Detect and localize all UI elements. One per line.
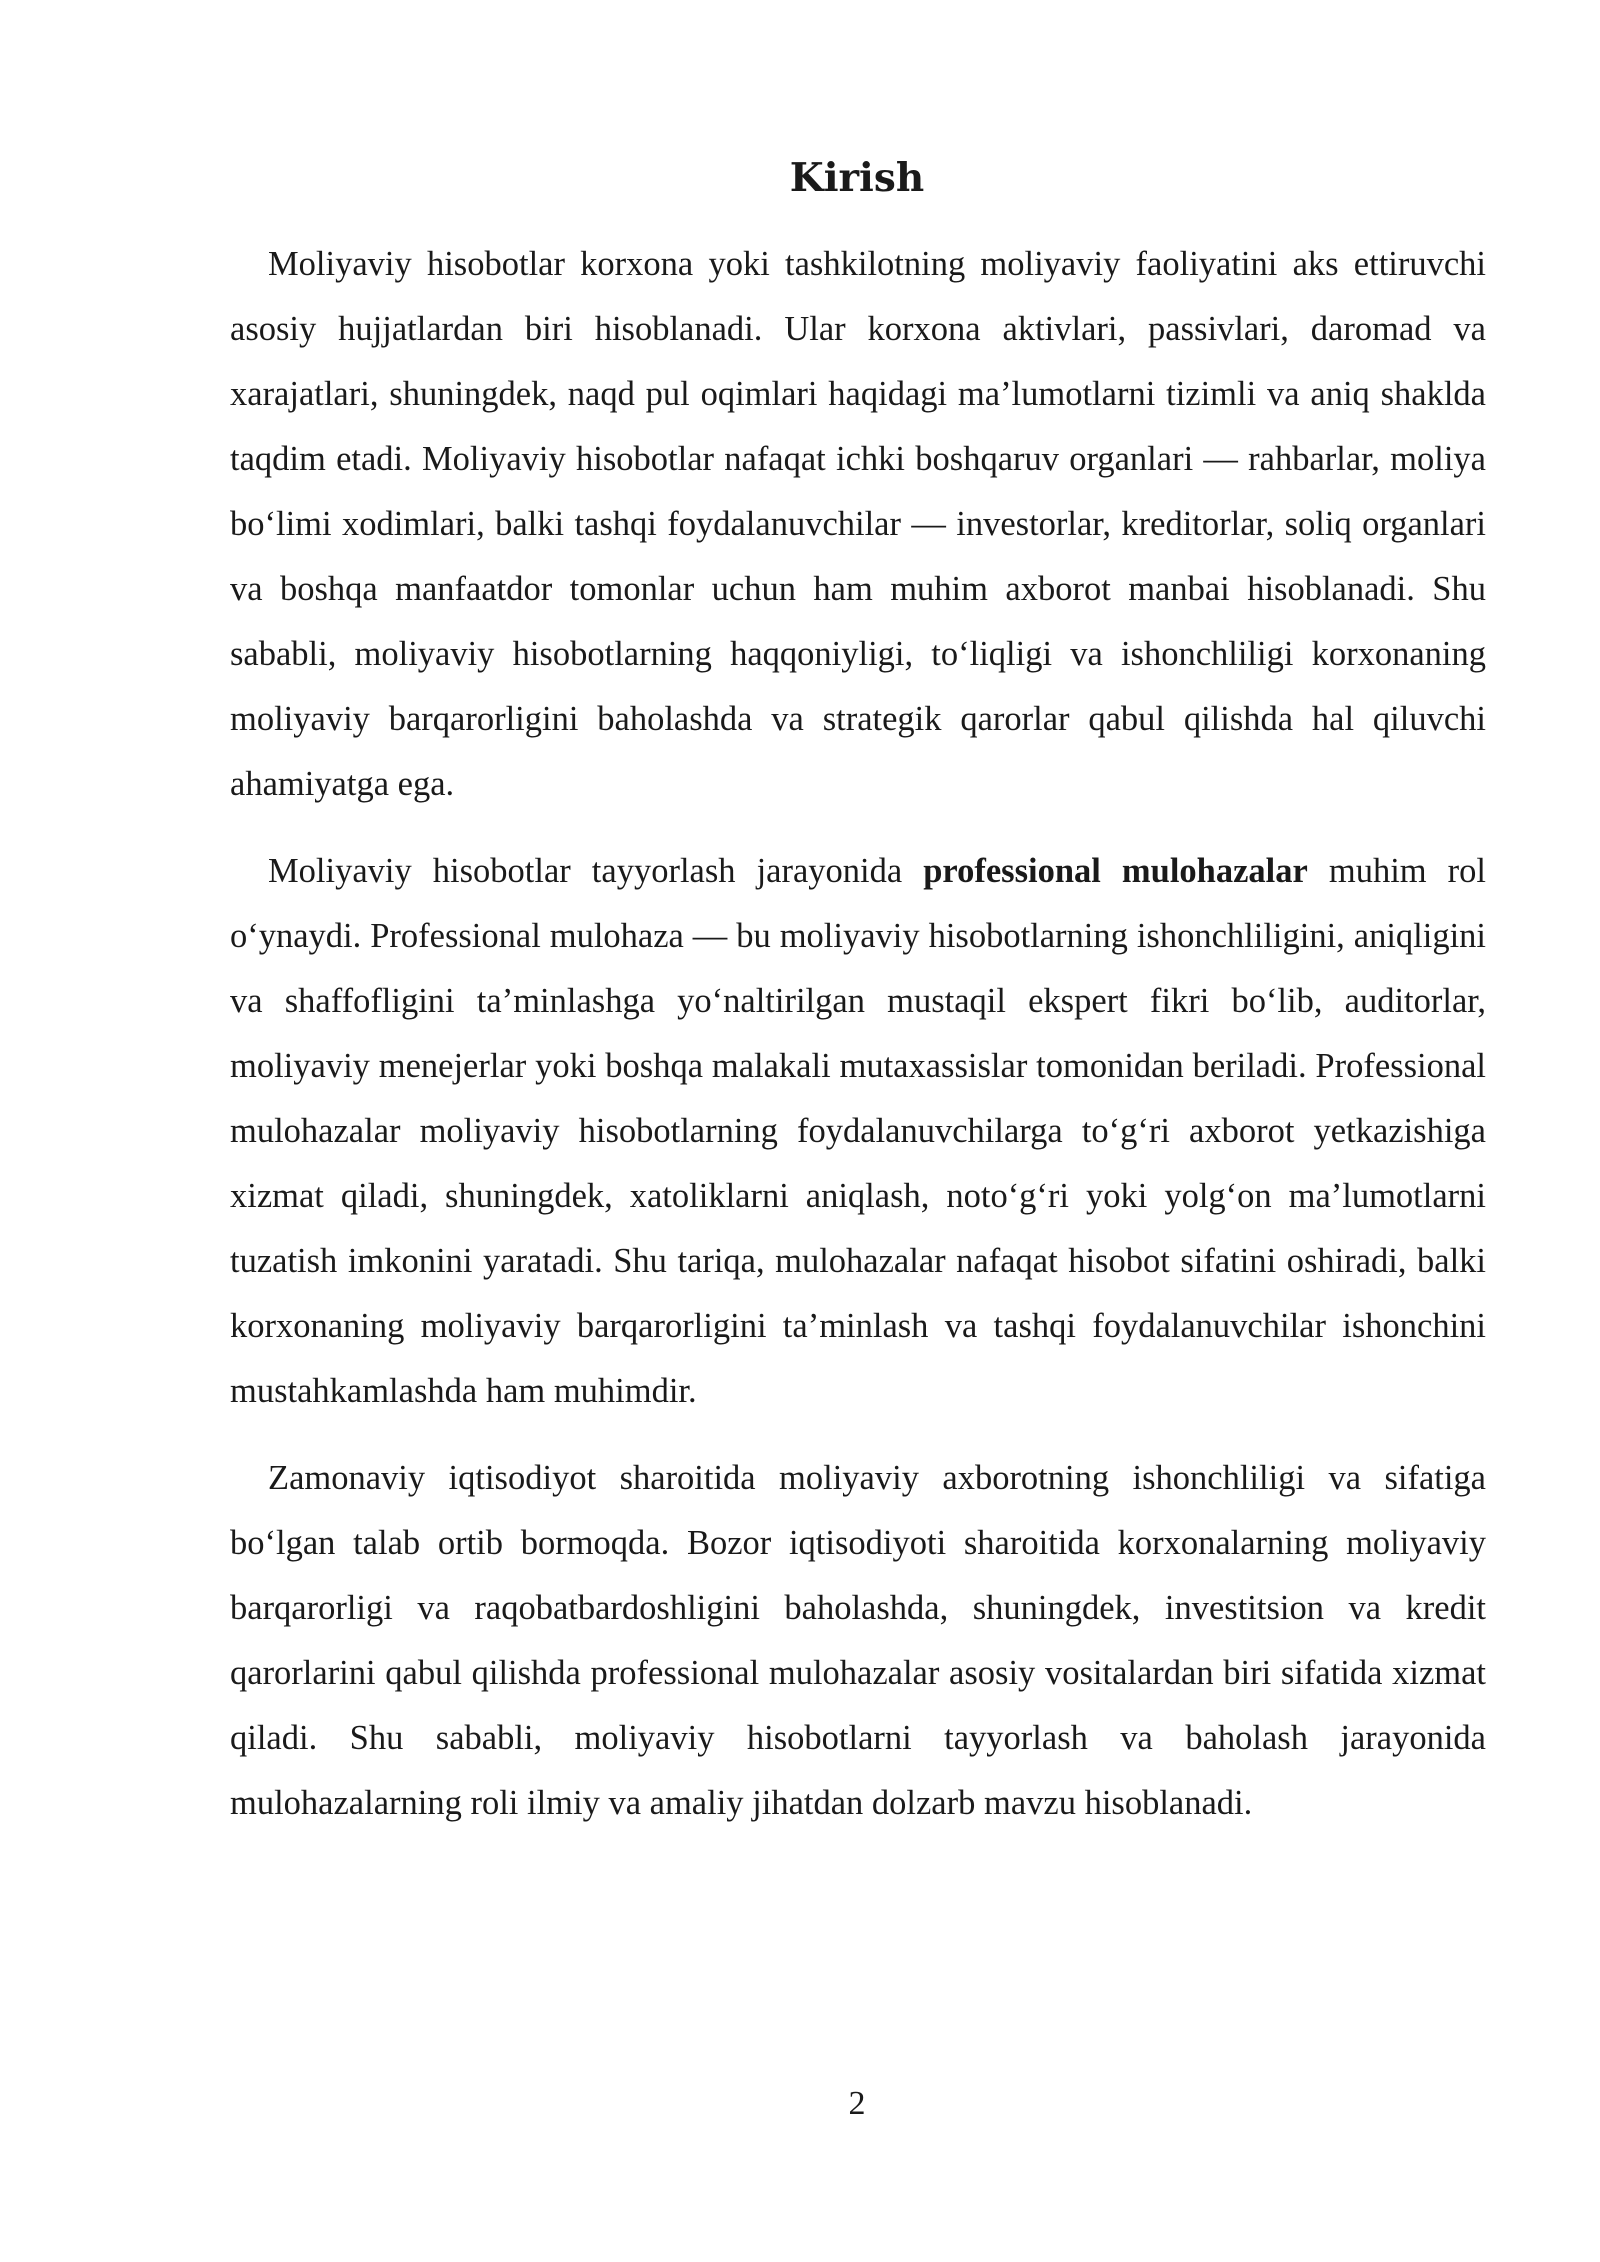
paragraph-1: Moliyaviy hisobotlar korxona yoki tashkilotning moliyaviy faoliyatini aks ettiruvchi asosiy hujjatlardan biri hisoblanadi. Ular korxona aktivlari, passivlari, daromad va xarajatlari, shuningdek, naqd pul oqimlari haqidagi ma’lumotlarni tizimli va aniq shaklda taqdim etadi. Moliyaviy hisobotlar nafaqat ichki boshqaruv organlari — rahbarlar, moliya bo‘limi xodimlari, balki tashqi foydalanuvchilar — investorlar, kreditorlar, soliq organlari va boshqa manfaatdor tomonlar uchun ham muhim axborot manbai hisoblanadi. Shu sababli, moliyaviy hisobotlarning haqqoniyligi, to‘liqligi va ishonchliligi korxonaning moliyaviy barqarorligini baholashda va strategik qarorlar qabul qilishda hal qiluvchi ahamiyatga ega. bbox=[230, 245, 1486, 803]
paragraph-3: Zamonaviy iqtisodiyot sharoitida moliyaviy axborotning ishonchliligi va sifatiga bo‘lgan talab ortib bormoqda. Bozor iqtisodiyoti sharoitida korxonalarning moliyaviy barqarorligi va raqobatbardoshligini baholashda, shuningdek, investitsion va kredit qarorlarini qabul qilishda professional mulohazalar asosiy vositalardan biri sifatida xizmat qiladi. Shu sababli, moliyaviy hisobotlarni tayyorlash va baholash jarayonida mulohazalarning roli ilmiy va amaliy jihatdan dolzarb mavzu hisoblanadi. bbox=[230, 1459, 1486, 1822]
paragraph-2 bbox=[230, 839, 1486, 1424]
bold-term: professional mulohazalar bbox=[923, 852, 1308, 890]
section-heading: Kirish bbox=[789, 155, 925, 201]
page-number: 2 bbox=[848, 2085, 866, 2122]
body-text bbox=[230, 232, 1486, 1858]
paragraph-2-lead: Moliyaviy hisobotlar tayyorlash jarayonida bbox=[268, 852, 924, 890]
paragraph-2-rest: muhim rol o‘ynaydi. Professional mulohaza — bu moliyaviy hisobotlarning ishonchliligini, aniqligini va shaffofligini ta’minlashga yo‘naltirilgan mustaqil ekspert fikri bo‘lib, auditorlar, moliyaviy menejerlar yoki boshqa malakali mutaxassislar tomonidan beriladi. Professional mulohazalar moliyaviy hisobotlarning foydalanuvchilarga to‘g‘ri axborot yetkazishiga xizmat qiladi, shuningdek, xatoliklarni aniqlash, noto‘g‘ri yoki yolg‘on ma’lumotlarni tuzatish imkonini yaratadi. Shu tariqa, mulohazalar nafaqat hisobot sifatini oshiradi, balki korxonaning moliyaviy barqarorligini ta’minlash va tashqi foydalanuvchilar ishonchini mustahkamlashda ham muhimdir. bbox=[230, 852, 1486, 1410]
